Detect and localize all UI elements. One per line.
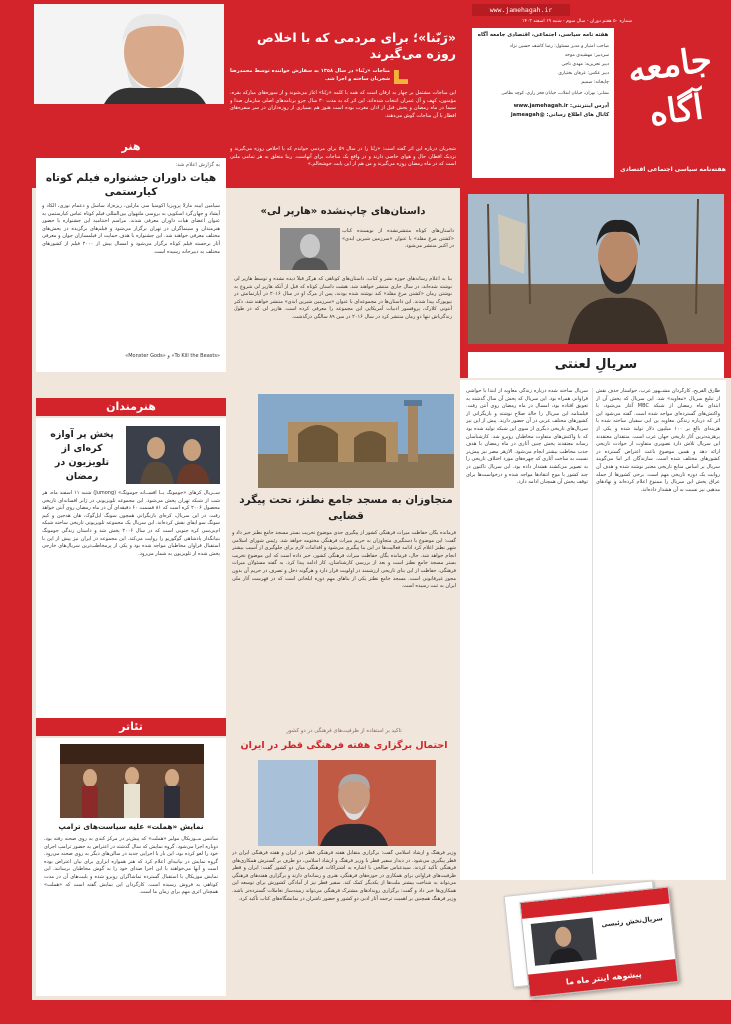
culture-body: وزیر فرهنگ و ارشاد اسلامی گفت: برگزاری متقابل هفته فرهنگی قطر در ایران و هفته فرهنگی ایران در قطر پیگیری می‌شود. در دیدار سفیر قطر با وزیر فرهنگ و ارشاد اسلامی، دو طرف بر گسترش همکاری‌های فرهنگی تأکید کردند. سیدعباس صالحی با اشاره به اشتراکات فرهنگی میان دو کشور گفت: ایران و قطر ظرفیت‌های فراوانی برای همکاری در حوزه‌های فرهنگی، هنری و رسانه‌ای دارند و برگزاری هفته‌های فرهنگی می‌تواند به شناخت بیشتر ملت‌ها از یکدیگر کمک کند. سفیر قطر نیز از آمادگی کشورش برای توسعه این همکاری‌ها خبر داد و گفت: برگزاری رویدادهای مشترک فرهنگی می‌تواند زمینه‌ساز تعاملات گسترده‌تر باشد. وزیر فرهنگ همچنین بر اهمیت ترجمه آثار ادبی دو کشور و حضور ناشران در نمایشگاه‌های کتاب تأکید کرد. bbox=[232, 850, 456, 902]
story-title bbox=[230, 206, 456, 217]
series-body-col2: سریال ساخته شده درباره زندگی معاویه از ابتدا با حواشی فراوانی همراه بود. این سریال که پخش آن سال گذشته به تعویق افتاده بود، امسال در ماه رمضان روی آنتن رفت. فیلمنامه این سریال را خالد صلاح نوشته و بازیگرانی از کشورهای مختلف عربی در آن حضور دارند. پیش از این نیز سریال‌های تاریخی دیگری از سوی این شبکه تولید شده بود که با واکنش‌های متفاوت مخاطبان روبرو شد. کارشناسان رسانه معتقدند پخش چنین آثاری در ماه رمضان با هدف جذب مخاطب بیشتر انجام می‌شود. الازهر مصر نیز پیش‌تر نسبت به ساخت آثاری که چهره‌های مورد اختلاف تاریخی را به تصویر می‌کشند هشدار داده بود. این سریال تاکنون در چند کشور با موج انتقادها مواجه شده و درخواست‌ها برای توقف پخش آن همچنان ادامه دارد. bbox=[466, 388, 588, 486]
art-title: هیات داوران جشنواره فیلم کوتاه کیارستمی bbox=[45, 172, 217, 198]
address-line: نشانی: تهران، خیابان انقلاب، خیابان فخر رازی، کوچه نظامی bbox=[501, 91, 609, 96]
artists-section-tab: هنرمندان bbox=[36, 398, 226, 416]
series-title: سریالِ لعنتی bbox=[468, 352, 724, 378]
theater-title: نمایش «هملت» علیه سیاست‌های ترامپ bbox=[58, 822, 204, 831]
shajarian-photo bbox=[34, 4, 224, 104]
channel-label: کانال های اطلاع رسانی: @jameagah bbox=[510, 112, 609, 118]
issue-line: شماره ۵۰ هفتم دوران - سال سوم - شنبه ۱۹ اسفند ۱۴۰۲ bbox=[522, 19, 632, 24]
harper-lee-photo bbox=[280, 228, 340, 270]
story-body: بنا به اعلام رسانه‌های حوزه نشر و کتاب، داستان‌های کوتاهی که هرگز قبلاً دیده نشده و توسط هارپر لی نوشته شده‌اند، در سال جاری منتشر خواهند شد. هشت داستان کوتاه که قبل از آنکه هارپر لی شروع به نوشتن رمان «کشتن مرغ مقلد» کند نوشته شده بودند، پس از مرگ او در سال ۲۰۱۶ در آپارتمانش در نیویورک پیدا شدند. این داستان‌ها در مجموعه‌ای با عنوان «سرزمین شیرین ابدی» منتشر خواهند شد. دکتر آنتونی کلارک، پروفسور ادبیات آمریکایی این مجموعه را معرفی کرده است. هارپر لی که در طول زندگی‌اش تنها دو رمان منتشر کرد در سال ۲۰۱۶ در سن ۸۹ سالگی درگذشت. bbox=[234, 276, 452, 320]
minister-photo bbox=[258, 760, 436, 846]
series-panel bbox=[460, 380, 726, 880]
rabbana-body: این مناجات مشتمل بر چهار به ارقان است که همه با کلمه «ربّنا» آغاز می‌شوند و از سوره‌های مبارکه بقره، مؤمنون، کهف و آل عمران انتخاب شده‌اند. این اثر که به مدت ۳۰ سال جزو برنامه‌های اصلی سازمان صدا و سیما در ماه رمضان و پخش قبل از اذان مغرب بوده است هنوز هم بسیاری از روزه‌داران در سر سفره‌های افطار با آن مناجات گوش می‌دهند. bbox=[230, 90, 456, 119]
mosque-photo bbox=[258, 394, 454, 488]
story-caption: داستان‌های کوتاه منتشرنشده از نویسنده کتاب «کشتن مرغ مقلد» با عنوان «سرزمین شیرین ابدی» در اکتبر منتشر می‌شود. bbox=[342, 228, 454, 250]
jumong-photo bbox=[126, 426, 220, 484]
culture-title: احتمال برگزاری هفته فرهنگی قطر در ایران bbox=[240, 740, 448, 751]
paper-title: هفته نامه سیاسی، اجتماعی، اقتصادی جامعه آگاه bbox=[477, 32, 609, 38]
website-bar: www.jamehagah.ir bbox=[472, 4, 570, 16]
tagline: هفته‌نامه سیاسی اجتماعی اقتصادی bbox=[620, 166, 726, 173]
left-red-band bbox=[0, 188, 32, 1024]
logo bbox=[620, 12, 726, 162]
rabbana-body-2: شجریان درباره این اثر گفته است: «ربّنا را در سال ۵۹ برای مردمی خواندم که با اخلاص روزه می‌گیرند و نزدیک افطار، حال و هوای خاصی دارند و در واقع یک مناجات برای آنهاست. ربنا متعلق به هر تمامی ملتی است که در ماه رمضان روزه می‌گیرند و من هم از این بابت خوشحالم.» bbox=[230, 146, 456, 168]
promo-cover-photo bbox=[531, 918, 597, 966]
mosque-body: فرمانده یگان حفاظت میراث فرهنگی کشور از پیگیری جدی موضوع تخریب بستر مسجد جامع نطنز خبر داد و گفت: این موضوع با دستگیری متجاوزان به حریم میراث فرهنگی مختومه خواهد شد. رئیس شورای اسلامی شهر نطنز اعلام کرد ادامه فعالیت‌ها در این بنا پیگیری می‌شود و اقدامات لازم برای جلوگیری از آسیب بیشتر انجام خواهد شد. حال، فرمانده یگان حفاظت میراث فرهنگی کشور، خبر داده است که این موضوع تخریب بستر مسجد جامع نطنز است و بعد از بررسی کارشناسان، کار ادامه پیدا کرد. به گفته مسئولان میراث فرهنگی، حفاظت از این بنای تاریخی ارزشمند در اولویت قرار دارد و هرگونه دخل و تصرف در حریم آن بدون مجوز غیرقانونی است. مسجد جامع نطنز یکی از بناهای مهم دوره ایلخانی است که در فهرست آثار ملی ایران به ثبت رسیده است. bbox=[232, 530, 456, 590]
art-body: سیامین آیینه مارلا پرویزیا آکومنیا سی مارلین، ریزه‌زاد ساسل و دعمام نوری، الکاد و آیشاد و جهان‌گرد اسکوپی به بروسی ملتهوان بین‌المللی فیلم کوتاه عباس کیارستمی به عنوان اعضای هیات داوران معرفی شدند. مراسم اختتامیه این جشنواره با حضور هنرمندان و سینماگران در تهران برگزار می‌شود و فیلم‌های برگزیده در بخش‌های مختلف معرفی خواهند شد. این جشنواره با هدف حمایت از فیلمسازان جوان و معرفی آثار برجسته فیلم کوتاه برگزار می‌شود و امسال بیش از ۲۰۰۰ فیلم از کشورهای مختلف به دبیرخانه رسیده است. bbox=[42, 203, 220, 255]
art-kicker: به گزارش اعلام شد: bbox=[175, 162, 220, 168]
art-section-tab: هنر bbox=[36, 138, 226, 156]
theater-section-tab: تئاتر bbox=[36, 718, 226, 736]
mosque-title: متجاوزان به مسجد جامع نطنز، تحت پیگرد قضایی bbox=[239, 494, 453, 522]
artists-panel bbox=[36, 418, 226, 730]
art-section-panel bbox=[36, 158, 226, 372]
hamlet-photo bbox=[60, 744, 204, 818]
staff-box bbox=[472, 28, 614, 178]
story-title-text: داستان‌های چاپ‌نشده «هارپر لی» bbox=[260, 206, 426, 217]
rabbana-title: «رَبّنا»؛ برای مردمی که با اخلاص روزه می‌گیرند bbox=[257, 30, 456, 61]
theater-body: سانتس مــوزیکال مولیر «هملت» که پیش‌تر در مرکز کندی به روی صحنه رفته بود، دوباره اجرا می‌شود. گروه نمایش که سال گذشته در اعتراض به حضور ترامپ اجرای خود را لغو کرده بود، این بار با اجرایی جدید در سالن‌های دیگر به روی صحنه می‌رود. گروه نمایش در بیانیه‌ای اعلام کرد که هنر همواره ابزاری برای بیان اعتراض بوده است و آنها می‌خواهند با این اجرا صدای خود را به گوش مخاطبان برسانند. این نمایش موزیکال با استقبال گسترده تماشاگران روبرو شده و بلیت‌های آن در مدت کوتاهی به فروش رسیده است. کارگردان این نمایش گفته است که «هملت» همچنان اثری مهم برای زمان ما است. bbox=[44, 836, 218, 896]
series-column-divider bbox=[592, 388, 593, 874]
story-panel bbox=[230, 200, 456, 376]
site-label: آدرس اینترنتی: www.jamehagah.ir bbox=[513, 103, 609, 109]
rabbana-lead: مناجات «ربّنا» در سال ۱۳۵۸ به سفارش خواننده توسط محمدرضا شجریان ساخته و اجرا شد. bbox=[230, 68, 390, 82]
promo-cover bbox=[519, 886, 678, 997]
staff-line-4: چاپخانه: صمیم bbox=[581, 80, 609, 85]
promo-cover-title: سریال‌نخش رئیسی bbox=[601, 914, 664, 929]
promo-area bbox=[468, 884, 726, 1000]
series-body-col1: طارق الفریح، کارگردان مشــهور عرب، خواستار حذف نقش از تبلیغ سریال «معاویه» شد. این سریال که پخش آن از ابتدای ماه رمضان از شبکه MBC آغاز می‌شود، با واکنش‌های گسترده‌ای مواجه شده است. گفته می‌شود این اثر که درباره زندگی معاویه بن ابی سفیان ساخته شده با هزینه‌ای بالغ بر ۱۰۰ میلیون دلار تولید شده و یکی از پرهزینه‌ترین آثار تاریخی جهان عرب است. منتقدان معتقدند این سریال تلاش دارد تصویری متفاوت از حوادث تاریخی ارائه دهد و همین موضوع باعث اعتراض گسترده در کشورهای مختلف شده است. سازندگان اثر اما می‌گویند سریال بر اساس منابع تاریخی معتبر نوشته شده و هدف آن روایت یک دوره تاریخی مهم است. برخی کشورها از جمله عراق پخش این سریال را ممنوع اعلام کرده‌اند و نهادهای مذهبی نیز نسبت به آن هشدار داده‌اند. bbox=[596, 388, 720, 493]
art-films: «To Kill the Beasts» و «Monster Gods» bbox=[125, 353, 220, 359]
artists-body: ســریال کرهای «جومونگ یــا افســانه جومونگ» (Jumong) شنبه ۱۱ اسفند ماه، هر شب از شبکه تهران پخش می‌شود. این مجموعه تلویزیونی در ژانر افسانه‌ای تاریخی محصول ۲۰۰۶ کره است که ۸۱ قسمت ۶۰ دقیقه‌ای آن در ماه رمضان روی آنتن خواهد رفت. در این سریال، کره‌ای بازیگرانی همچون سونگ ایل‌گوک، هان هه‌جین و کیم سونگ سو ایفای نقش کرده‌اند. این سریال یک مجموعه تلویزیونی تاریخی ساخته شبکه ام‌بی‌سی کره جنوبی است که در سال ۲۰۰۶ پخش شد و داستان زندگی جومونگ بنیانگذار پادشاهی گوگوریو را روایت می‌کند. این مجموعه در ایران نیز پیش از این با استقبال فراوان مخاطبان مواجه شده بود و یکی از پرمخاطب‌ترین سریال‌های خارجی پخش شده از تلویزیون به شمار می‌رود. bbox=[42, 490, 220, 557]
staff-line-3: دبیر عکس: عرفان بختیاری bbox=[558, 71, 609, 76]
series-photo bbox=[468, 194, 724, 344]
artists-title: پخش پر آوازه کره‌ای از تلویزیون در رمضان bbox=[50, 429, 114, 482]
staff-line-0: صاحب امتیاز و مدیر مسئول: رضا کاشف حسین نژاد bbox=[509, 44, 609, 49]
staff-line-2: دبیر تحریریه: مهدی ناجی bbox=[561, 62, 609, 67]
culture-kicker: تاکید بر استفاده از ظرفیت‌های فرهنگی در دو کشور bbox=[286, 728, 402, 734]
theater-panel bbox=[36, 738, 226, 996]
logo-text: جامعه آگاه bbox=[625, 39, 715, 135]
masthead bbox=[470, 4, 728, 188]
bottom-red-band bbox=[0, 1000, 731, 1024]
promo-cover-footer: پیشوهه اینتر ماه ما bbox=[528, 959, 679, 998]
staff-line-1: سردبیر: مهشیدی موحد bbox=[564, 53, 609, 58]
